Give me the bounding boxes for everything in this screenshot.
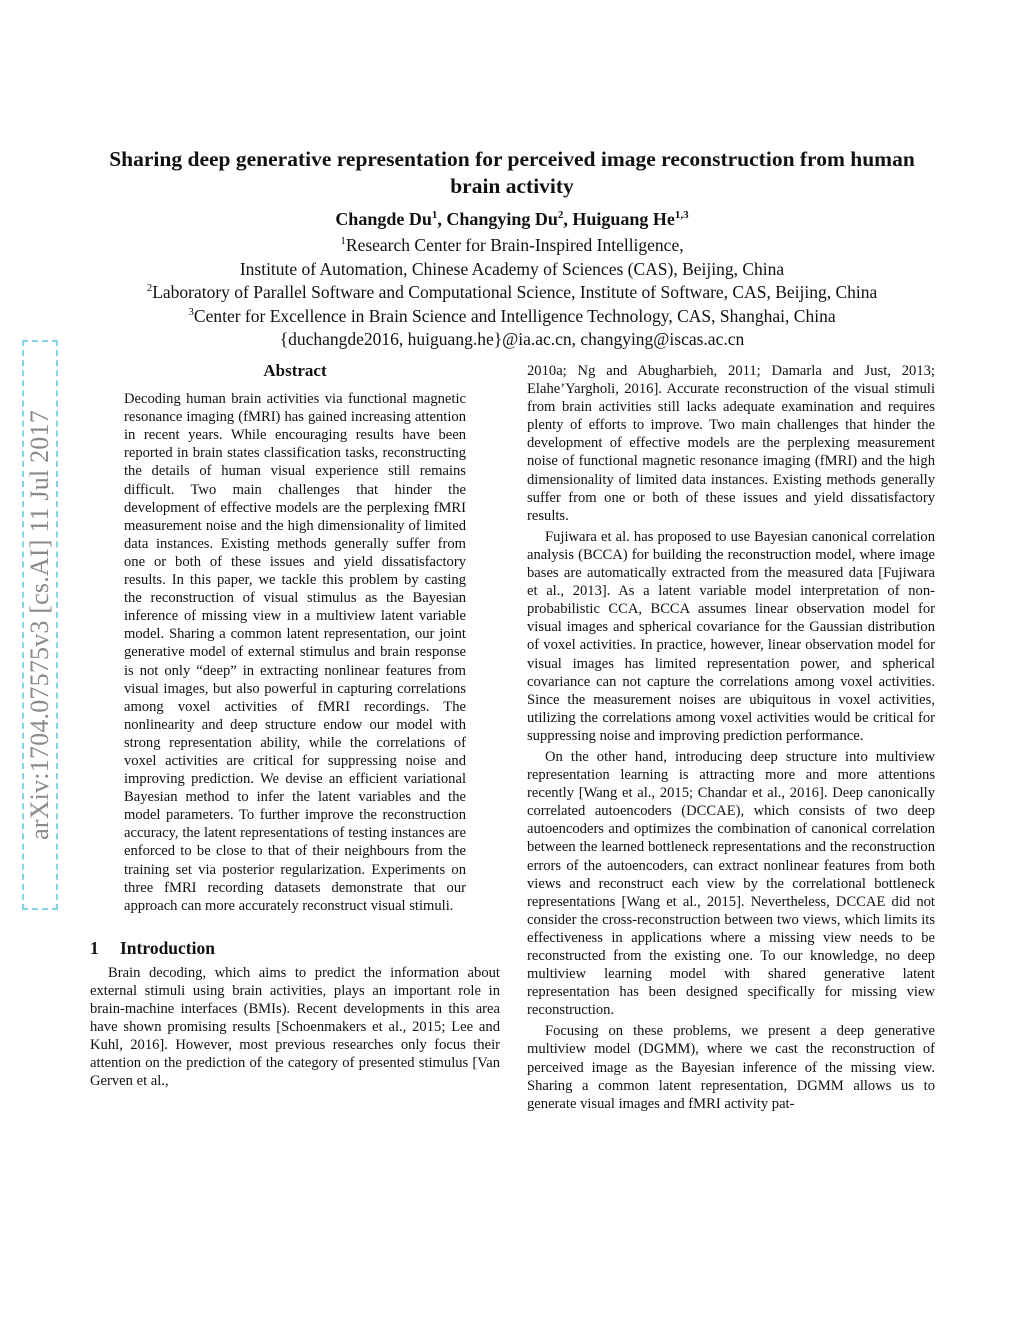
author-affiliation-mark: 2 <box>557 209 564 221</box>
body-paragraph: Fujiwara et al. has proposed to use Bayesian canonical correlation analysis (BCCA) for building the reconstruction model, where image bases are automatically extracted from the measured data [Fujiwara et al., 2013]. As a latent variable model interpretation of non-probabilistic CCA, BCCA assumes linear observation model for visual images and spherical covariance for the Gaussian distribution of voxel activities. In practice, however, linear observation model for visual images has limited representation power, and spherical covariance can not capture the correlations among voxel activities. Since the measurement noises are ubiquitous in voxel activities, utilizing the correlations among voxel activities would be critical for suppressing noise and improving prediction performance. <box>527 528 935 744</box>
author-affiliation-mark: 1,3 <box>674 209 689 221</box>
intro-paragraph: Brain decoding, which aims to predict the information about external stimuli using brain activities, plays an important role in brain-machine interfaces (BMIs). Recent developments in this area have shown promising results [Schoenmakers et al., 2015; Lee and Kuhl, 2016]. However, most previous researches only focus their attention on the prediction of the category of presented stimulus [Van Gerven et al., <box>90 964 500 1090</box>
body-paragraph: On the other hand, introducing deep structure into multiview representation learning is attracting more and more attentions recently [Wang et al., 2015; Chandar et al., 2016]. Deep canonically correlated autoencoders (DCCAE), which consists of two deep autoencoders and optimizes the combination of canonical correlation between the learned bottleneck representations and the reconstruction errors of the autoencoders, can extract nonlinear features from both views and reconstruct each view by the correlational bottleneck representations [Wang et al., 2015]. Nevertheless, DCCAE did not consider the cross-reconstruction between two views, which limits its effectiveness in applications where a missing view needs to be reconstructed from the existing one. To our knowledge, no deep multiview learning model with shared generative latent representation has been designed specifically for missing view reconstruction. <box>527 748 935 1019</box>
right-column <box>527 362 935 1113</box>
author-name: Changying Du <box>446 209 558 229</box>
arxiv-identifier: arXiv:1704.07575v3 [cs.AI] 11 Jul 2017 <box>25 410 54 840</box>
affiliation-line: $^1$Research Center for Brain-Inspired Intelligence, <box>340 235 684 255</box>
abstract-heading: Abstract <box>263 361 327 380</box>
author-emails: {duchangde2016, huiguang.he}@ia.ac.cn, changying@iscas.ac.cn <box>279 329 745 349</box>
section-number: 1 <box>90 937 99 958</box>
affiliation-line: $^3$Center for Excellence in Brain Science and Intelligence Technology, CAS, Shanghai, China <box>188 305 836 326</box>
left-column <box>90 362 500 1091</box>
author-name: Changde Du <box>335 209 432 229</box>
arxiv-identifier-stamp <box>22 340 58 910</box>
abstract-text: Decoding human brain activities via functional magnetic resonance imaging (fMRI) has gained increasing attention in recent years. While encouraging results have been reported in brain states classification tasks, reconstructing the details of human visual experience still remains difficult. Two main challenges that hinder the development of effective models are the perplexing fMRI measurement noise and the high dimensionality of limited data instances. Existing methods generally suffer from one or both of these issues and yield dissatisfactory results. In this paper, we tackle this problem by casting the reconstruction of visual stimulus as the Bayesian inference of missing view in a multiview latent variable model. Sharing a common latent representation, our joint generative model of external stimulus and brain response is not only “deep” in extracting nonlinear features from visual images, but also powerful in capturing correlations among voxel activities of fMRI recordings. The nonlinearity and deep structure endow our model with strong representation ability, while the correlations of voxel activities are critical for suppressing noise and improving prediction. We devise an efficient variational Bayesian method to infer the latent variables and the model parameters. To further improve the reconstruction accuracy, the latent representations of testing instances are enforced to be close to that of their neighbours from the training set via posterior regularization. Experiments on three fMRI recording datasets demonstrate that our approach can more accurately reconstruct visual stimuli. <box>124 391 466 914</box>
affiliation-line: $^2$Laboratory of Parallel Software and Computational Science, Institute of Software, CAS, Beijing, China <box>146 282 878 302</box>
author-affiliation-mark: 1 <box>431 209 438 221</box>
paper-title: Sharing deep generative representation for perceived image reconstruction from human brain activity <box>109 147 915 198</box>
affiliation-block <box>60 234 964 352</box>
body-paragraph: Focusing on these problems, we present a deep generative multiview model (DGMM), where we cast the reconstruction of perceived image as the Bayesian inference of the missing view. Sharing a common latent representation, DGMM allows us to generate visual images and fMRI activity pat- <box>527 1023 935 1112</box>
affiliation-line: Institute of Automation, Chinese Academy of Sciences (CAS), Beijing, China <box>239 258 785 279</box>
author-name: Huiguang He <box>572 209 675 229</box>
section-heading-introduction <box>90 939 500 957</box>
section-title: Introduction <box>120 937 215 958</box>
body-paragraph: 2010a; Ng and Abugharbieh, 2011; Damarla and Just, 2013; Elahe’Yargholi, 2016]. Accurate reconstruction of the visual stimuli from brain activities still lacks adequate examination and requires plenty of efforts to improve. Two main challenges that hinder the development of effective models are the perplexing measurement noise of functional magnetic resonance imaging (fMRI) and the high dimensionality of limited data instances. Existing methods generally suffer from one or both of these issues and yield dissatisfactory results. <box>527 363 935 524</box>
author-list: Changde Du$^1$, Changying Du$^2$, Huiguang He$^{1,3}$ <box>335 209 689 229</box>
